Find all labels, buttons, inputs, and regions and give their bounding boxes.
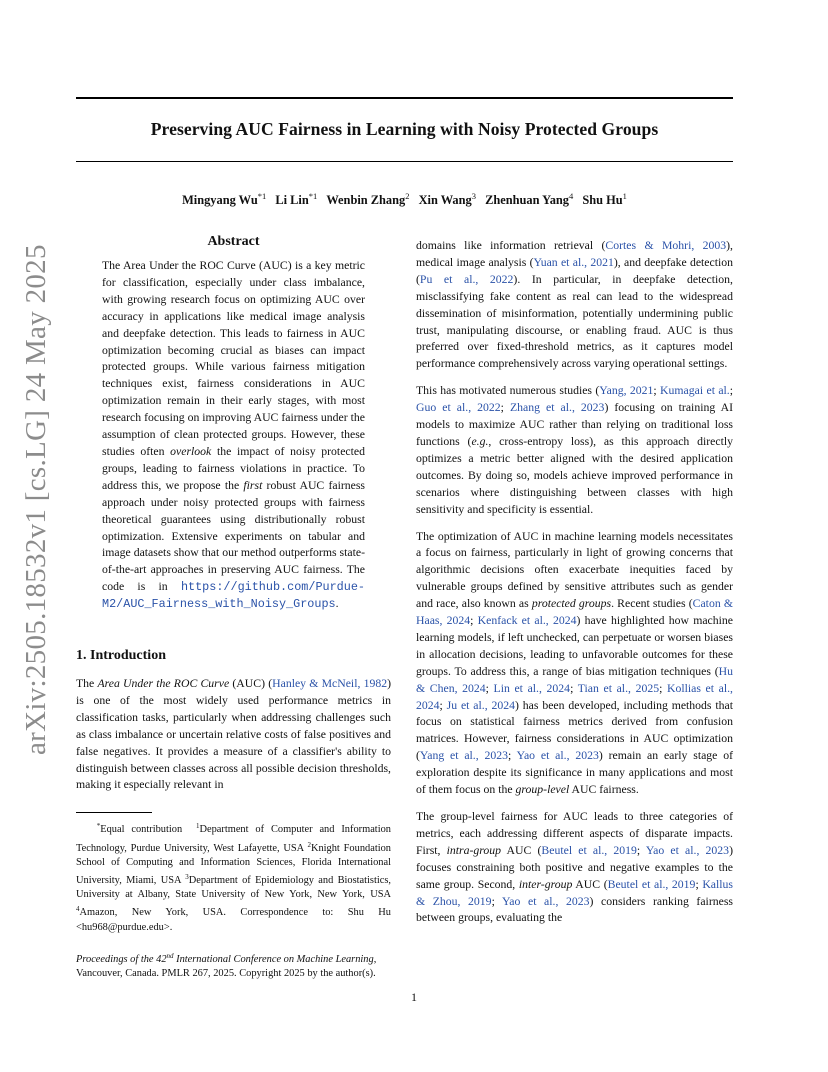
citation-link[interactable]: Yao et al., 2023 <box>645 843 730 857</box>
citation-link[interactable]: Zhang et al., 2023 <box>509 401 605 415</box>
section-heading-introduction: 1. Introduction <box>76 648 166 664</box>
author-list <box>76 191 733 208</box>
citation-link[interactable]: Kollias et al., 2024 <box>416 681 733 712</box>
paragraph: This has motivated numerous studies (Yang, 2021; Kumagai et al.; Guo et al., 2022; Zhang et al., 2023) focusing on training AI models to maximize AUC rather than relying on traditional loss functions (e.g., cross-entropy loss), as this approach directly optimizes a metric better aligned with the desired application outcomes. By doing so, models achieve improved performance in scenarios where distinguishing between classes with high sensitivity and specificity is essential. <box>416 384 734 516</box>
citation-link[interactable]: Cortes & Mohri, 2003 <box>605 239 727 252</box>
affiliation-footnote: *Equal contribution $^1$Department of Computer and Information Technology, Purdue University, West Lafayette, USA $^2$Knight Foundation School of Computing and Information Sciences, Florida International University, Miami, USA $^3$Department of Epidemiology and Biostatistics, University at Albany, State University of New York, New York, USA $^4$Amazon, New York, USA. Correspondence to: Shu Hu <hu968@purdue.edu>. <box>76 822 391 933</box>
author: Shu Hu$^1$ <box>582 191 627 207</box>
citation-link[interactable]: Beutel et al., 2019 <box>541 843 637 857</box>
citation-link[interactable]: Yang et al., 2023 <box>419 749 508 763</box>
citation-link[interactable]: Beutel et al., 2019 <box>607 877 696 891</box>
title-rule-top <box>76 97 733 99</box>
proceedings-note: Proceedings of the 42nd International Conference on Machine Learning, Vancouver, Canada. PMLR 267, 2025. Copyright 2025 by the author(s). <box>76 951 377 979</box>
paper-title: Preserving AUC Fairness in Learning with Noisy Protected Groups <box>150 119 659 139</box>
right-column <box>416 238 733 937</box>
author: Mingyang Wu$^{*1}$ <box>182 191 267 207</box>
citation-link[interactable]: Hu & Chen, 2024 <box>416 664 733 695</box>
author: Zhenhuan Yang$^4$ <box>485 191 574 207</box>
citation-link[interactable]: Pu et al., 2022 <box>419 272 514 286</box>
citation-link[interactable]: Yang, 2021 <box>599 384 654 398</box>
citation-link[interactable]: Hanley & McNeil, 1982 <box>272 677 388 691</box>
author: Li Lin$^{*1}$ <box>275 191 318 207</box>
citation-link[interactable]: Ju et al., 2024 <box>446 698 516 712</box>
left-column <box>76 234 391 981</box>
citation-link[interactable]: Kenfack et al., 2024 <box>477 614 577 628</box>
author: Wenbin Zhang$^2$ <box>326 191 410 207</box>
code-link[interactable]: https://github.com/Purdue-M2/AUC_Fairness_with_Noisy_Groups <box>102 580 365 612</box>
abstract-heading: Abstract <box>207 234 260 249</box>
paragraph: The group-level fairness for AUC leads to three categories of metrics, each addressing different aspects of disparate impacts. First, intra-group AUC (Beutel et al., 2019; Yao et al., 2023) focuses constraining both positive and negative examples to the same group. Second, inter-group AUC (Beutel et al., 2019; Kallus & Zhou, 2019; Yao et al., 2023) considers ranking fairness between groups, evaluating the <box>416 810 733 925</box>
paragraph: domains like information retrieval (Cortes & Mohri, 2003), medical image analysis (Yuan et al., 2021), and deepfake detection (Pu et al., 2022). In particular, in deepfake detection, misclassifying fake content as real can lead to the widespread dissemination of misinformation, potentially undermining public trust, manipulating discourse, or enabling fraud. AUC is thus preferred over fixed-threshold metrics, as it captures model performance comprehensively across varying operational settings. <box>416 239 734 371</box>
intro-paragraph: The Area Under the ROC Curve (AUC) (Hanley & McNeil, 1982) is one of the most widely used performance metrics in classification tasks, particularly when addressing challenges such as class imbalance or uncertain relative costs of false positives and false negatives. It provides a measure of a classifier's ability to distinguish between classes across all possible decision thresholds, making it especially relevant in <box>76 677 392 792</box>
citation-link[interactable]: Yao et al., 2023 <box>501 894 590 908</box>
citation-link[interactable]: Caton & Haas, 2024 <box>416 597 733 628</box>
paragraph: The optimization of AUC in machine learning models necessitates a focus on fairness, particularly in light of growing concerns that algorithmic decisions often exacerbate inequities faced by vulnerable groups defined by sensitive attributes such as gender and race, also known as protected groups. Recent studies (Caton & Haas, 2024; Kenfack et al., 2024) have highlighted how machine learning models, if left unchecked, can perpetuate or worsen biases in allocation decisions, leading to unfavorable outcomes for these groups. To address this, a range of bias mitigation techniques (Hu & Chen, 2024; Lin et al., 2024; Tian et al., 2025; Kollias et al., 2024; Ju et al., 2024) has been developed, including methods that focus on statistical fairness metrics derived from confusion matrices. However, fairness considerations in AUC optimization (Yang et al., 2023; Yao et al., 2023) remain an early stage of exploration despite its significance in many applications and most of them focus on the group-level AUC fairness. <box>416 529 733 797</box>
footnote-rule <box>76 812 152 813</box>
citation-link[interactable]: Tian et al., 2025 <box>577 681 660 695</box>
citation-link[interactable]: Guo et al., 2022 <box>416 401 501 415</box>
citation-link[interactable]: Kallus & Zhou, 2019 <box>416 877 733 908</box>
arxiv-stamp: arXiv:2505.18532v1 [cs.LG] 24 May 2025 <box>20 244 52 755</box>
abstract-text: The Area Under the ROC Curve (AUC) is a key metric for classification, especially under class imbalance, with growing research focus on optimizing AUC over accuracy in applications like medical image analysis and deepfake detection. This leads to fairness in AUC optimization becoming crucial as biases can impact protected groups. While various fairness mitigation techniques exist, fairness considerations in AUC optimization remain in their early stages, with most research focusing on improving AUC fairness under the assumption of clean protected groups. However, these studies often overlook the impact of noisy protected groups, leading to fairness violations in practice. To address this, we propose the first robust AUC fairness approach under noisy protected groups with fairness theoretical guarantees using distributionally robust optimization. Extensive experiments on tabular and image datasets show that our method outperforms state-of-the-art approaches in preserving AUC fairness. The code is in https://github.com/Purdue-M2/AUC_Fairness_with_Noisy_Groups. <box>102 259 365 612</box>
page-number: 1 <box>411 990 417 1004</box>
author: Xin Wang$^3$ <box>418 191 476 207</box>
citation-link[interactable]: Lin et al., 2024 <box>493 681 571 695</box>
citation-link[interactable]: Yuan et al., 2021 <box>533 255 614 269</box>
citation-link[interactable]: Yao et al., 2023 <box>516 749 599 763</box>
title-rule-bottom <box>76 161 733 162</box>
citation-link[interactable]: Kumagai et al. <box>660 384 730 398</box>
